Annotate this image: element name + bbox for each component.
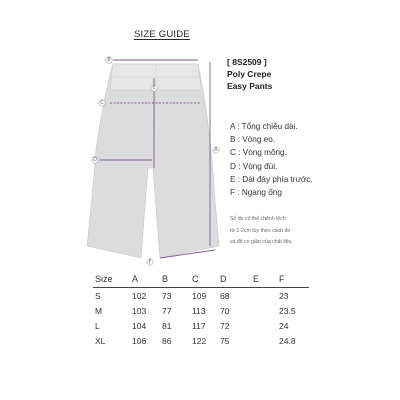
value-cell: 73 xyxy=(162,290,172,301)
product-info xyxy=(227,56,272,92)
size-table-header xyxy=(93,271,309,288)
note-line: Số đo có thể chênh lệch xyxy=(230,216,286,222)
header-c: C xyxy=(192,271,220,288)
value-cell xyxy=(253,334,279,349)
header-e: E xyxy=(253,271,279,288)
svg-text:F: F xyxy=(148,259,152,265)
size-cell: S xyxy=(95,290,101,301)
product-name-line1: Poly Crepe xyxy=(227,69,272,79)
value-cell xyxy=(253,288,279,304)
value-cell: 104 xyxy=(132,320,147,331)
table-row xyxy=(93,334,309,349)
svg-text:C: C xyxy=(100,100,104,106)
value-cell: 75 xyxy=(220,336,230,347)
value-cell: 86 xyxy=(162,336,172,347)
table-row xyxy=(93,288,309,304)
value-cell: 122 xyxy=(192,336,207,347)
marker-d xyxy=(92,157,98,163)
legend-item-d: D : Vòng đùi. xyxy=(230,161,278,171)
header-d: D xyxy=(220,271,253,288)
product-code: [ 8S2509 ] xyxy=(227,57,267,67)
size-cell: M xyxy=(95,305,103,316)
header-a: A xyxy=(132,271,162,288)
svg-text:A: A xyxy=(214,147,218,153)
value-cell: 23 xyxy=(279,290,289,301)
header-size: Size xyxy=(93,271,132,288)
size-guide-title: SIZE GUIDE xyxy=(134,29,190,40)
table-row xyxy=(93,303,309,318)
pants-body xyxy=(87,64,219,258)
value-cell: 72 xyxy=(220,320,230,331)
value-cell: 68 xyxy=(220,290,230,301)
value-cell: 77 xyxy=(162,305,172,316)
note-line: từ 1-2cm tùy theo cách đo xyxy=(230,227,291,234)
svg-text:B: B xyxy=(107,57,111,63)
value-cell: 70 xyxy=(220,305,230,316)
value-cell xyxy=(253,318,279,333)
measurement-legend xyxy=(230,120,313,199)
value-cell: 24.8 xyxy=(279,336,296,347)
legend-item-a: A : Tổng chiều dài. xyxy=(230,122,298,131)
value-cell xyxy=(253,303,279,318)
value-cell: 81 xyxy=(162,320,172,331)
value-cell: 23.5 xyxy=(279,305,296,316)
legend-item-c: C : Vòng mông. xyxy=(230,148,287,158)
value-cell: 109 xyxy=(192,290,207,301)
value-cell: 113 xyxy=(192,305,206,316)
marker-b xyxy=(106,57,112,63)
size-cell: XL xyxy=(95,336,106,347)
value-cell: 103 xyxy=(132,305,147,316)
value-cell: 106 xyxy=(132,336,147,347)
header-f: F xyxy=(279,271,309,288)
legend-item-b: B : Vòng eo. xyxy=(230,135,276,145)
marker-e xyxy=(151,85,157,91)
table-row xyxy=(93,318,309,333)
size-table xyxy=(93,271,309,349)
product-name-line2: Easy Pants xyxy=(227,81,273,91)
marker-f xyxy=(147,259,153,265)
marker-c xyxy=(99,100,105,106)
measurement-note xyxy=(230,214,350,249)
legend-item-e: E : Dài đáy phía trước. xyxy=(230,174,313,184)
value-cell: 102 xyxy=(132,290,147,301)
value-cell: 24 xyxy=(279,320,289,331)
note-line: và độ co giãn của chất liệu. xyxy=(230,239,293,245)
marker-a xyxy=(213,147,219,153)
size-cell: L xyxy=(95,320,100,331)
svg-text:D: D xyxy=(93,157,97,163)
legend-item-f: F : Ngang ống xyxy=(230,188,282,198)
value-cell: 117 xyxy=(192,320,206,331)
header-b: B xyxy=(162,271,192,288)
svg-text:E: E xyxy=(152,85,156,91)
